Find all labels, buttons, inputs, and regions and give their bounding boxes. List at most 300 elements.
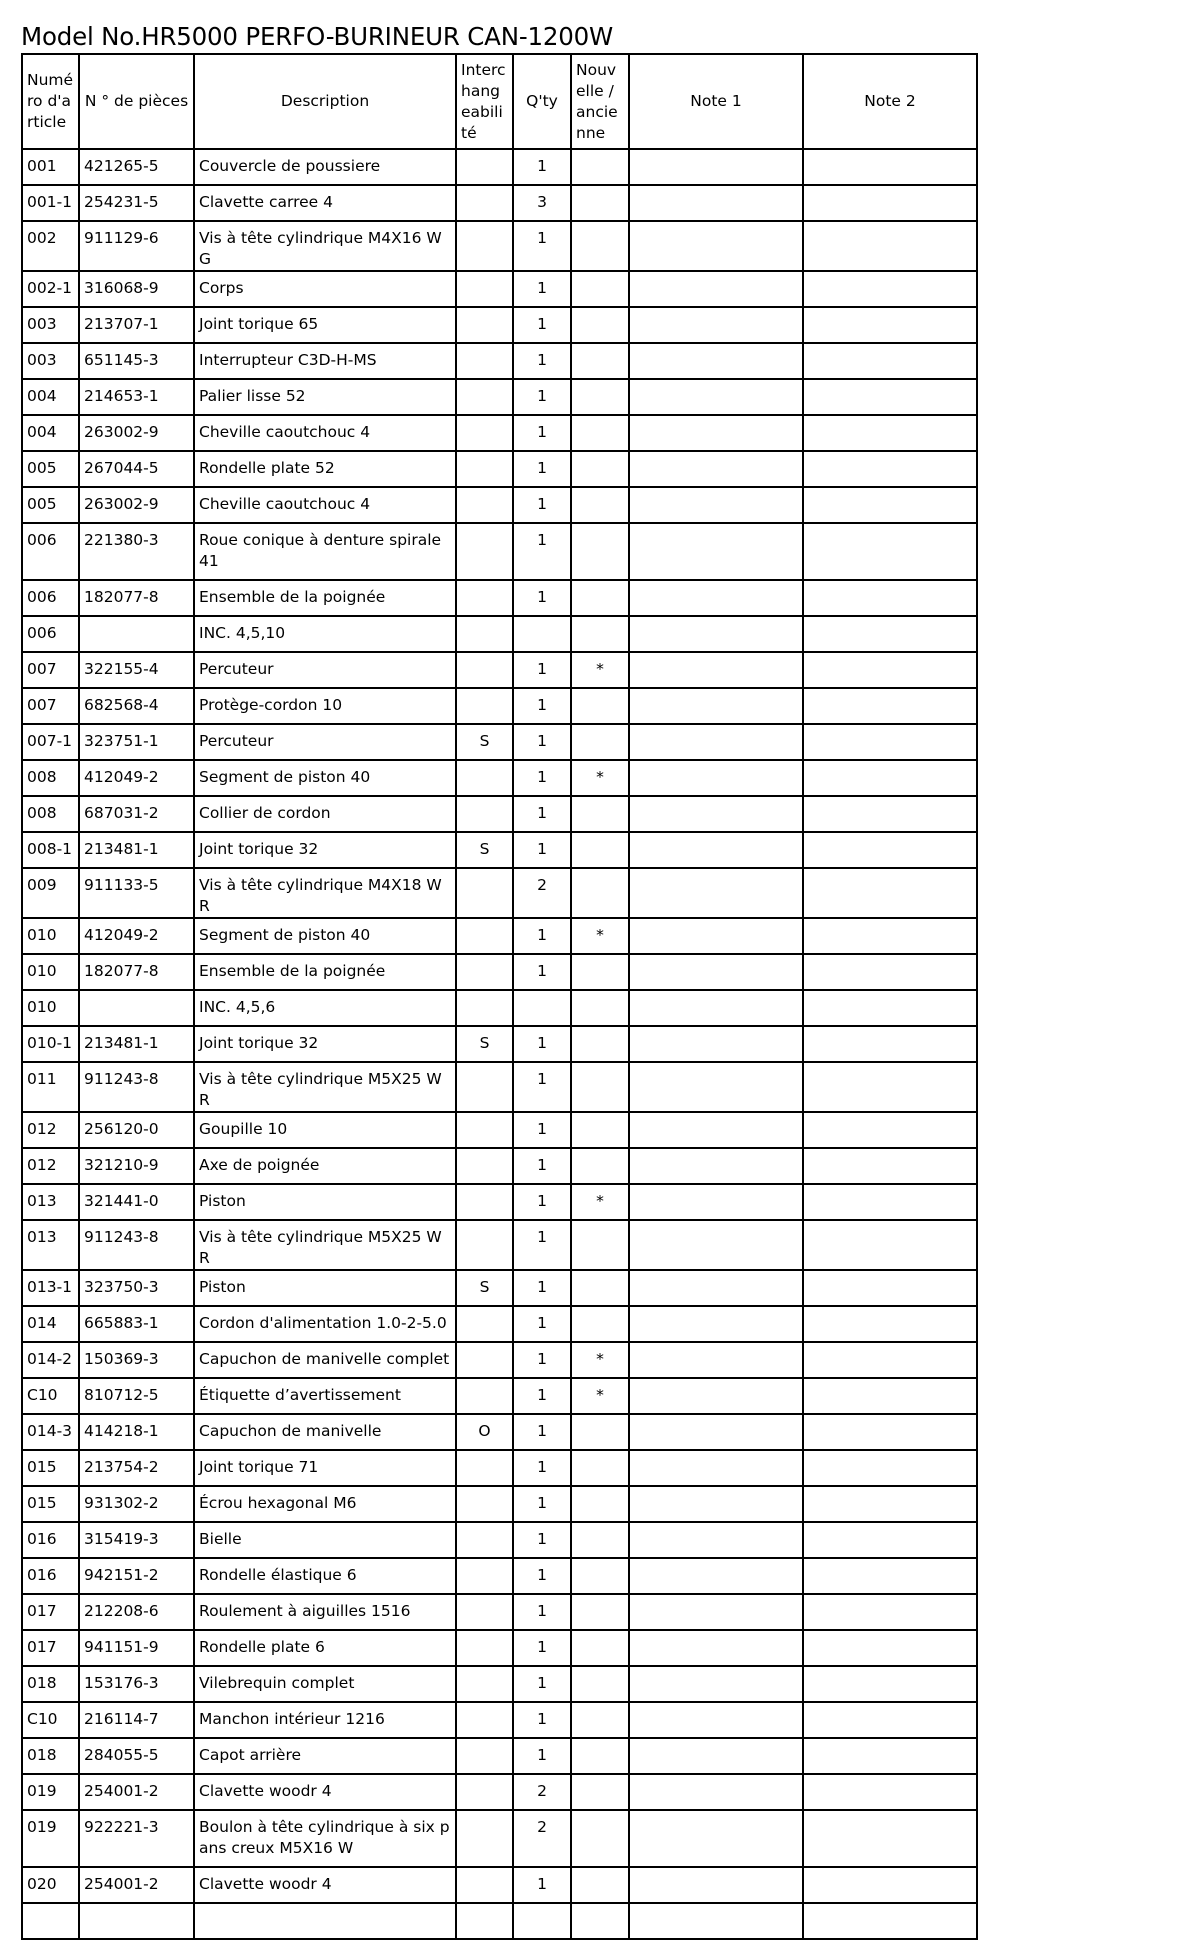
- interchangeability-cell: [456, 1594, 513, 1630]
- new-old-cell: *: [571, 652, 629, 688]
- note-2-cell: [803, 724, 977, 760]
- quantity-cell: 1: [513, 1184, 571, 1220]
- quantity-cell: 1: [513, 451, 571, 487]
- part-number-cell: 254001-2: [79, 1774, 194, 1810]
- description-cell: Vilebrequin complet: [194, 1666, 456, 1702]
- item-number-cell: 020: [22, 1867, 79, 1903]
- description-cell: Interrupteur C3D-H-MS: [194, 343, 456, 379]
- part-number-cell: 316068-9: [79, 271, 194, 307]
- new-old-cell: [571, 1522, 629, 1558]
- description-cell: Segment de piston 40: [194, 918, 456, 954]
- interchangeability-cell: [456, 1306, 513, 1342]
- note-1-cell: [629, 1342, 803, 1378]
- part-number-cell: [79, 990, 194, 1026]
- description-cell: [194, 1903, 456, 1939]
- header-description: Description: [194, 54, 456, 149]
- interchangeability-cell: [456, 149, 513, 185]
- header-note-2: Note 2: [803, 54, 977, 149]
- quantity-cell: 1: [513, 796, 571, 832]
- interchangeability-cell: [456, 868, 513, 918]
- quantity-cell: 1: [513, 954, 571, 990]
- quantity-cell: 1: [513, 918, 571, 954]
- quantity-cell: 1: [513, 1342, 571, 1378]
- interchangeability-cell: [456, 1450, 513, 1486]
- table-row: [22, 379, 977, 415]
- new-old-cell: *: [571, 1378, 629, 1414]
- table-row: [22, 954, 977, 990]
- note-2-cell: [803, 487, 977, 523]
- item-number-cell: 005: [22, 451, 79, 487]
- note-2-cell: [803, 1774, 977, 1810]
- item-number-cell: 005: [22, 487, 79, 523]
- item-number-cell: [22, 1903, 79, 1939]
- table-row: [22, 343, 977, 379]
- description-cell: Roulement à aiguilles 1516: [194, 1594, 456, 1630]
- note-1-cell: [629, 1220, 803, 1270]
- interchangeability-cell: O: [456, 1414, 513, 1450]
- table-row: [22, 1486, 977, 1522]
- item-number-cell: C10: [22, 1378, 79, 1414]
- item-number-cell: 003: [22, 343, 79, 379]
- new-old-cell: [571, 523, 629, 580]
- note-1-cell: [629, 1522, 803, 1558]
- interchangeability-cell: S: [456, 1270, 513, 1306]
- new-old-cell: [571, 1774, 629, 1810]
- quantity-cell: 1: [513, 149, 571, 185]
- note-1-cell: [629, 1148, 803, 1184]
- note-2-cell: [803, 1903, 977, 1939]
- table-row: [22, 1184, 977, 1220]
- item-number-cell: 016: [22, 1522, 79, 1558]
- description-cell: Joint torique 65: [194, 307, 456, 343]
- table-row: [22, 185, 977, 221]
- item-number-cell: 017: [22, 1594, 79, 1630]
- quantity-cell: 1: [513, 1414, 571, 1450]
- description-cell: Collier de cordon: [194, 796, 456, 832]
- note-1-cell: [629, 1378, 803, 1414]
- note-2-cell: [803, 379, 977, 415]
- table-row: [22, 221, 977, 271]
- description-cell: Vis à tête cylindrique M4X16 WG: [194, 221, 456, 271]
- part-number-cell: 216114-7: [79, 1702, 194, 1738]
- note-1-cell: [629, 760, 803, 796]
- quantity-cell: 1: [513, 221, 571, 271]
- quantity-cell: 1: [513, 307, 571, 343]
- parts-table: [21, 53, 978, 1940]
- table-row: [22, 1666, 977, 1702]
- note-2-cell: [803, 868, 977, 918]
- note-2-cell: [803, 918, 977, 954]
- item-number-cell: 004: [22, 379, 79, 415]
- interchangeability-cell: [456, 1342, 513, 1378]
- note-1-cell: [629, 1702, 803, 1738]
- description-cell: Clavette carree 4: [194, 185, 456, 221]
- quantity-cell: 1: [513, 343, 571, 379]
- item-number-cell: 010: [22, 918, 79, 954]
- description-cell: Capuchon de manivelle: [194, 1414, 456, 1450]
- note-2-cell: [803, 149, 977, 185]
- part-number-cell: 256120-0: [79, 1112, 194, 1148]
- description-cell: Palier lisse 52: [194, 379, 456, 415]
- part-number-cell: 651145-3: [79, 343, 194, 379]
- new-old-cell: *: [571, 1184, 629, 1220]
- note-2-cell: [803, 1450, 977, 1486]
- interchangeability-cell: [456, 1062, 513, 1112]
- note-1-cell: [629, 1738, 803, 1774]
- item-number-cell: 007-1: [22, 724, 79, 760]
- quantity-cell: 1: [513, 580, 571, 616]
- table-row: [22, 832, 977, 868]
- note-2-cell: [803, 343, 977, 379]
- new-old-cell: [571, 451, 629, 487]
- interchangeability-cell: [456, 1184, 513, 1220]
- part-number-cell: 414218-1: [79, 1414, 194, 1450]
- quantity-cell: 1: [513, 271, 571, 307]
- header-new-old: Nouvelle / ancienne: [571, 54, 629, 149]
- description-cell: Vis à tête cylindrique M5X25 WR: [194, 1062, 456, 1112]
- new-old-cell: [571, 379, 629, 415]
- table-row: [22, 868, 977, 918]
- quantity-cell: 1: [513, 1522, 571, 1558]
- note-1-cell: [629, 451, 803, 487]
- quantity-cell: 1: [513, 415, 571, 451]
- quantity-cell: 1: [513, 760, 571, 796]
- item-number-cell: 008: [22, 796, 79, 832]
- note-1-cell: [629, 868, 803, 918]
- new-old-cell: [571, 1702, 629, 1738]
- quantity-cell: 1: [513, 487, 571, 523]
- table-row: [22, 307, 977, 343]
- note-1-cell: [629, 1666, 803, 1702]
- quantity-cell: 1: [513, 1148, 571, 1184]
- header-interchangeability: Interchangeabilité: [456, 54, 513, 149]
- note-1-cell: [629, 990, 803, 1026]
- description-cell: Joint torique 32: [194, 1026, 456, 1062]
- item-number-cell: 012: [22, 1112, 79, 1148]
- new-old-cell: [571, 1062, 629, 1112]
- quantity-cell: 1: [513, 688, 571, 724]
- item-number-cell: 019: [22, 1774, 79, 1810]
- new-old-cell: [571, 1450, 629, 1486]
- description-cell: Cheville caoutchouc 4: [194, 415, 456, 451]
- item-number-cell: 012: [22, 1148, 79, 1184]
- description-cell: Rondelle plate 6: [194, 1630, 456, 1666]
- note-2-cell: [803, 1378, 977, 1414]
- part-number-cell: 665883-1: [79, 1306, 194, 1342]
- note-1-cell: [629, 221, 803, 271]
- description-cell: Couvercle de poussiere: [194, 149, 456, 185]
- part-number-cell: 911243-8: [79, 1220, 194, 1270]
- interchangeability-cell: [456, 1630, 513, 1666]
- note-2-cell: [803, 307, 977, 343]
- item-number-cell: 002: [22, 221, 79, 271]
- note-2-cell: [803, 1306, 977, 1342]
- interchangeability-cell: [456, 1220, 513, 1270]
- table-row: [22, 918, 977, 954]
- note-1-cell: [629, 487, 803, 523]
- part-number-cell: 212208-6: [79, 1594, 194, 1630]
- note-2-cell: [803, 451, 977, 487]
- description-cell: Percuteur: [194, 652, 456, 688]
- table-row: [22, 652, 977, 688]
- interchangeability-cell: [456, 1702, 513, 1738]
- quantity-cell: 1: [513, 1450, 571, 1486]
- item-number-cell: 006: [22, 616, 79, 652]
- new-old-cell: *: [571, 1342, 629, 1378]
- interchangeability-cell: [456, 271, 513, 307]
- note-1-cell: [629, 149, 803, 185]
- description-cell: Vis à tête cylindrique M4X18 WR: [194, 868, 456, 918]
- note-2-cell: [803, 1810, 977, 1867]
- new-old-cell: *: [571, 918, 629, 954]
- table-header-row: [22, 54, 977, 149]
- description-cell: Axe de poignée: [194, 1148, 456, 1184]
- quantity-cell: 1: [513, 1702, 571, 1738]
- table-row: [22, 616, 977, 652]
- table-row: [22, 580, 977, 616]
- new-old-cell: [571, 580, 629, 616]
- note-2-cell: [803, 796, 977, 832]
- note-1-cell: [629, 1026, 803, 1062]
- new-old-cell: [571, 1666, 629, 1702]
- header-part-number: N ° de pièces: [79, 54, 194, 149]
- interchangeability-cell: [456, 1867, 513, 1903]
- note-1-cell: [629, 379, 803, 415]
- item-number-cell: 013: [22, 1184, 79, 1220]
- item-number-cell: 010: [22, 990, 79, 1026]
- description-cell: Clavette woodr 4: [194, 1867, 456, 1903]
- note-2-cell: [803, 1026, 977, 1062]
- interchangeability-cell: [456, 307, 513, 343]
- part-number-cell: 323751-1: [79, 724, 194, 760]
- table-row: [22, 1903, 977, 1939]
- quantity-cell: 1: [513, 832, 571, 868]
- description-cell: Joint torique 71: [194, 1450, 456, 1486]
- header-quantity: Q'ty: [513, 54, 571, 149]
- new-old-cell: [571, 1306, 629, 1342]
- note-1-cell: [629, 1184, 803, 1220]
- item-number-cell: 007: [22, 652, 79, 688]
- item-number-cell: 014: [22, 1306, 79, 1342]
- table-row: [22, 1342, 977, 1378]
- new-old-cell: [571, 990, 629, 1026]
- part-number-cell: 931302-2: [79, 1486, 194, 1522]
- note-2-cell: [803, 1522, 977, 1558]
- item-number-cell: 007: [22, 688, 79, 724]
- new-old-cell: [571, 271, 629, 307]
- part-number-cell: 284055-5: [79, 1738, 194, 1774]
- note-2-cell: [803, 1594, 977, 1630]
- table-row: [22, 1867, 977, 1903]
- note-1-cell: [629, 185, 803, 221]
- note-2-cell: [803, 688, 977, 724]
- note-1-cell: [629, 652, 803, 688]
- interchangeability-cell: [456, 1112, 513, 1148]
- table-row: [22, 523, 977, 580]
- description-cell: INC. 4,5,10: [194, 616, 456, 652]
- new-old-cell: [571, 343, 629, 379]
- item-number-cell: 008: [22, 760, 79, 796]
- description-cell: Capot arrière: [194, 1738, 456, 1774]
- interchangeability-cell: [456, 1558, 513, 1594]
- table-row: [22, 1738, 977, 1774]
- part-number-cell: 941151-9: [79, 1630, 194, 1666]
- new-old-cell: [571, 149, 629, 185]
- part-number-cell: 911133-5: [79, 868, 194, 918]
- item-number-cell: 016: [22, 1558, 79, 1594]
- table-row: [22, 415, 977, 451]
- new-old-cell: [571, 954, 629, 990]
- interchangeability-cell: [456, 415, 513, 451]
- interchangeability-cell: [456, 487, 513, 523]
- part-number-cell: 263002-9: [79, 415, 194, 451]
- table-row: [22, 724, 977, 760]
- interchangeability-cell: S: [456, 1026, 513, 1062]
- description-cell: Écrou hexagonal M6: [194, 1486, 456, 1522]
- note-2-cell: [803, 1414, 977, 1450]
- item-number-cell: 001: [22, 149, 79, 185]
- table-row: [22, 1522, 977, 1558]
- quantity-cell: 1: [513, 1558, 571, 1594]
- interchangeability-cell: [456, 1666, 513, 1702]
- description-cell: Joint torique 32: [194, 832, 456, 868]
- quantity-cell: 1: [513, 1112, 571, 1148]
- interchangeability-cell: [456, 1903, 513, 1939]
- table-row: [22, 1306, 977, 1342]
- table-row: [22, 1594, 977, 1630]
- note-1-cell: [629, 796, 803, 832]
- note-1-cell: [629, 1450, 803, 1486]
- new-old-cell: [571, 1414, 629, 1450]
- item-number-cell: 002-1: [22, 271, 79, 307]
- table-row: [22, 1450, 977, 1486]
- note-1-cell: [629, 1486, 803, 1522]
- note-1-cell: [629, 1112, 803, 1148]
- new-old-cell: [571, 1903, 629, 1939]
- note-2-cell: [803, 1486, 977, 1522]
- page-title: Model No.HR5000 PERFO-BURINEUR CAN-1200W: [21, 22, 614, 51]
- table-row: [22, 149, 977, 185]
- part-number-cell: 263002-9: [79, 487, 194, 523]
- part-number-cell: 254231-5: [79, 185, 194, 221]
- item-number-cell: 013: [22, 1220, 79, 1270]
- table-row: [22, 451, 977, 487]
- table-row: [22, 487, 977, 523]
- item-number-cell: 014-2: [22, 1342, 79, 1378]
- new-old-cell: [571, 724, 629, 760]
- description-cell: Cheville caoutchouc 4: [194, 487, 456, 523]
- new-old-cell: [571, 487, 629, 523]
- note-1-cell: [629, 1414, 803, 1450]
- quantity-cell: 2: [513, 1810, 571, 1867]
- quantity-cell: 1: [513, 1867, 571, 1903]
- quantity-cell: 1: [513, 523, 571, 580]
- part-number-cell: 911129-6: [79, 221, 194, 271]
- new-old-cell: [571, 688, 629, 724]
- item-number-cell: 001-1: [22, 185, 79, 221]
- quantity-cell: 1: [513, 652, 571, 688]
- note-2-cell: [803, 221, 977, 271]
- description-cell: Manchon intérieur 1216: [194, 1702, 456, 1738]
- part-number-cell: 810712-5: [79, 1378, 194, 1414]
- quantity-cell: 1: [513, 1270, 571, 1306]
- description-cell: Piston: [194, 1184, 456, 1220]
- interchangeability-cell: [456, 652, 513, 688]
- part-number-cell: 321210-9: [79, 1148, 194, 1184]
- new-old-cell: [571, 307, 629, 343]
- table-row: [22, 1414, 977, 1450]
- new-old-cell: [571, 1594, 629, 1630]
- quantity-cell: [513, 1903, 571, 1939]
- item-number-cell: 014-3: [22, 1414, 79, 1450]
- interchangeability-cell: [456, 221, 513, 271]
- quantity-cell: 1: [513, 379, 571, 415]
- interchangeability-cell: [456, 688, 513, 724]
- note-1-cell: [629, 1810, 803, 1867]
- item-number-cell: 018: [22, 1666, 79, 1702]
- note-1-cell: [629, 1558, 803, 1594]
- table-row: [22, 1112, 977, 1148]
- new-old-cell: [571, 832, 629, 868]
- table-row: [22, 688, 977, 724]
- note-1-cell: [629, 1774, 803, 1810]
- part-number-cell: 682568-4: [79, 688, 194, 724]
- note-1-cell: [629, 832, 803, 868]
- note-2-cell: [803, 990, 977, 1026]
- note-2-cell: [803, 523, 977, 580]
- new-old-cell: [571, 1220, 629, 1270]
- note-2-cell: [803, 760, 977, 796]
- note-2-cell: [803, 1270, 977, 1306]
- interchangeability-cell: [456, 1738, 513, 1774]
- part-number-cell: 214653-1: [79, 379, 194, 415]
- note-1-cell: [629, 343, 803, 379]
- part-number-cell: 150369-3: [79, 1342, 194, 1378]
- note-1-cell: [629, 1306, 803, 1342]
- table-row: [22, 1270, 977, 1306]
- new-old-cell: [571, 616, 629, 652]
- description-cell: Ensemble de la poignée: [194, 954, 456, 990]
- note-1-cell: [629, 1630, 803, 1666]
- quantity-cell: 2: [513, 868, 571, 918]
- note-2-cell: [803, 1220, 977, 1270]
- description-cell: Ensemble de la poignée: [194, 580, 456, 616]
- part-number-cell: 322155-4: [79, 652, 194, 688]
- table-row: [22, 1378, 977, 1414]
- interchangeability-cell: [456, 1378, 513, 1414]
- note-2-cell: [803, 1342, 977, 1378]
- note-2-cell: [803, 1666, 977, 1702]
- item-number-cell: 004: [22, 415, 79, 451]
- note-1-cell: [629, 1867, 803, 1903]
- new-old-cell: [571, 1026, 629, 1062]
- interchangeability-cell: [456, 1486, 513, 1522]
- quantity-cell: 1: [513, 724, 571, 760]
- quantity-cell: 1: [513, 1486, 571, 1522]
- item-number-cell: 010-1: [22, 1026, 79, 1062]
- note-2-cell: [803, 652, 977, 688]
- item-number-cell: 013-1: [22, 1270, 79, 1306]
- note-2-cell: [803, 1062, 977, 1112]
- part-number-cell: 315419-3: [79, 1522, 194, 1558]
- interchangeability-cell: [456, 523, 513, 580]
- part-number-cell: [79, 1903, 194, 1939]
- note-1-cell: [629, 523, 803, 580]
- interchangeability-cell: [456, 954, 513, 990]
- item-number-cell: 006: [22, 523, 79, 580]
- item-number-cell: 018: [22, 1738, 79, 1774]
- note-2-cell: [803, 1630, 977, 1666]
